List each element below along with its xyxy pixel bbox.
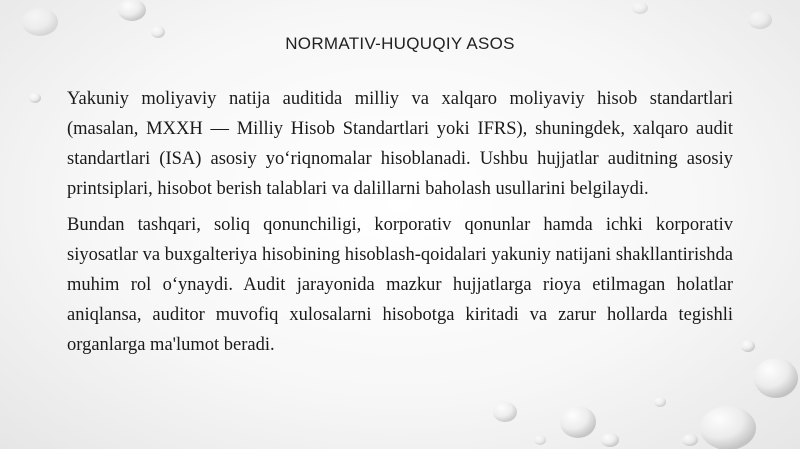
paragraph-additional-regulations: Bundan tashqari, soliq qonunchiligi, korporativ qonunlar hamda ichki korporativ siyosatlar va buxgalteriya hisobining hisoblash-qoidalari yakuniy natijani shakllantirishda muhim rol o‘ynaydi. Audit jarayonida mazkur hujjatlarga rioya etilmagan holatlar aniqlansa, auditor muvofiq xulosalarni hisobotga kiritadi va zarur hollarda tegishli organlarga ma'lumot beradi.: [67, 215, 733, 355]
slide-body: [67, 84, 733, 366]
slide-title: NORMATIV-HUQUQIY ASOS: [285, 34, 515, 53]
paragraph-legal-standards: Yakuniy moliyaviy natija auditida milliy va xalqaro moliyaviy hisob standartlari (masalan, MXXH — Milliy Hisob Standartlari yoki IFRS), shuningdek, xalqaro audit standartlari (ISA) asosiy yo‘riqnomalar hisoblanadi. Ushbu hujjatlar auditning asosiy printsiplari, hisobot berish talablari va dalillarni baholash usullarini belgilaydi.: [67, 89, 733, 199]
